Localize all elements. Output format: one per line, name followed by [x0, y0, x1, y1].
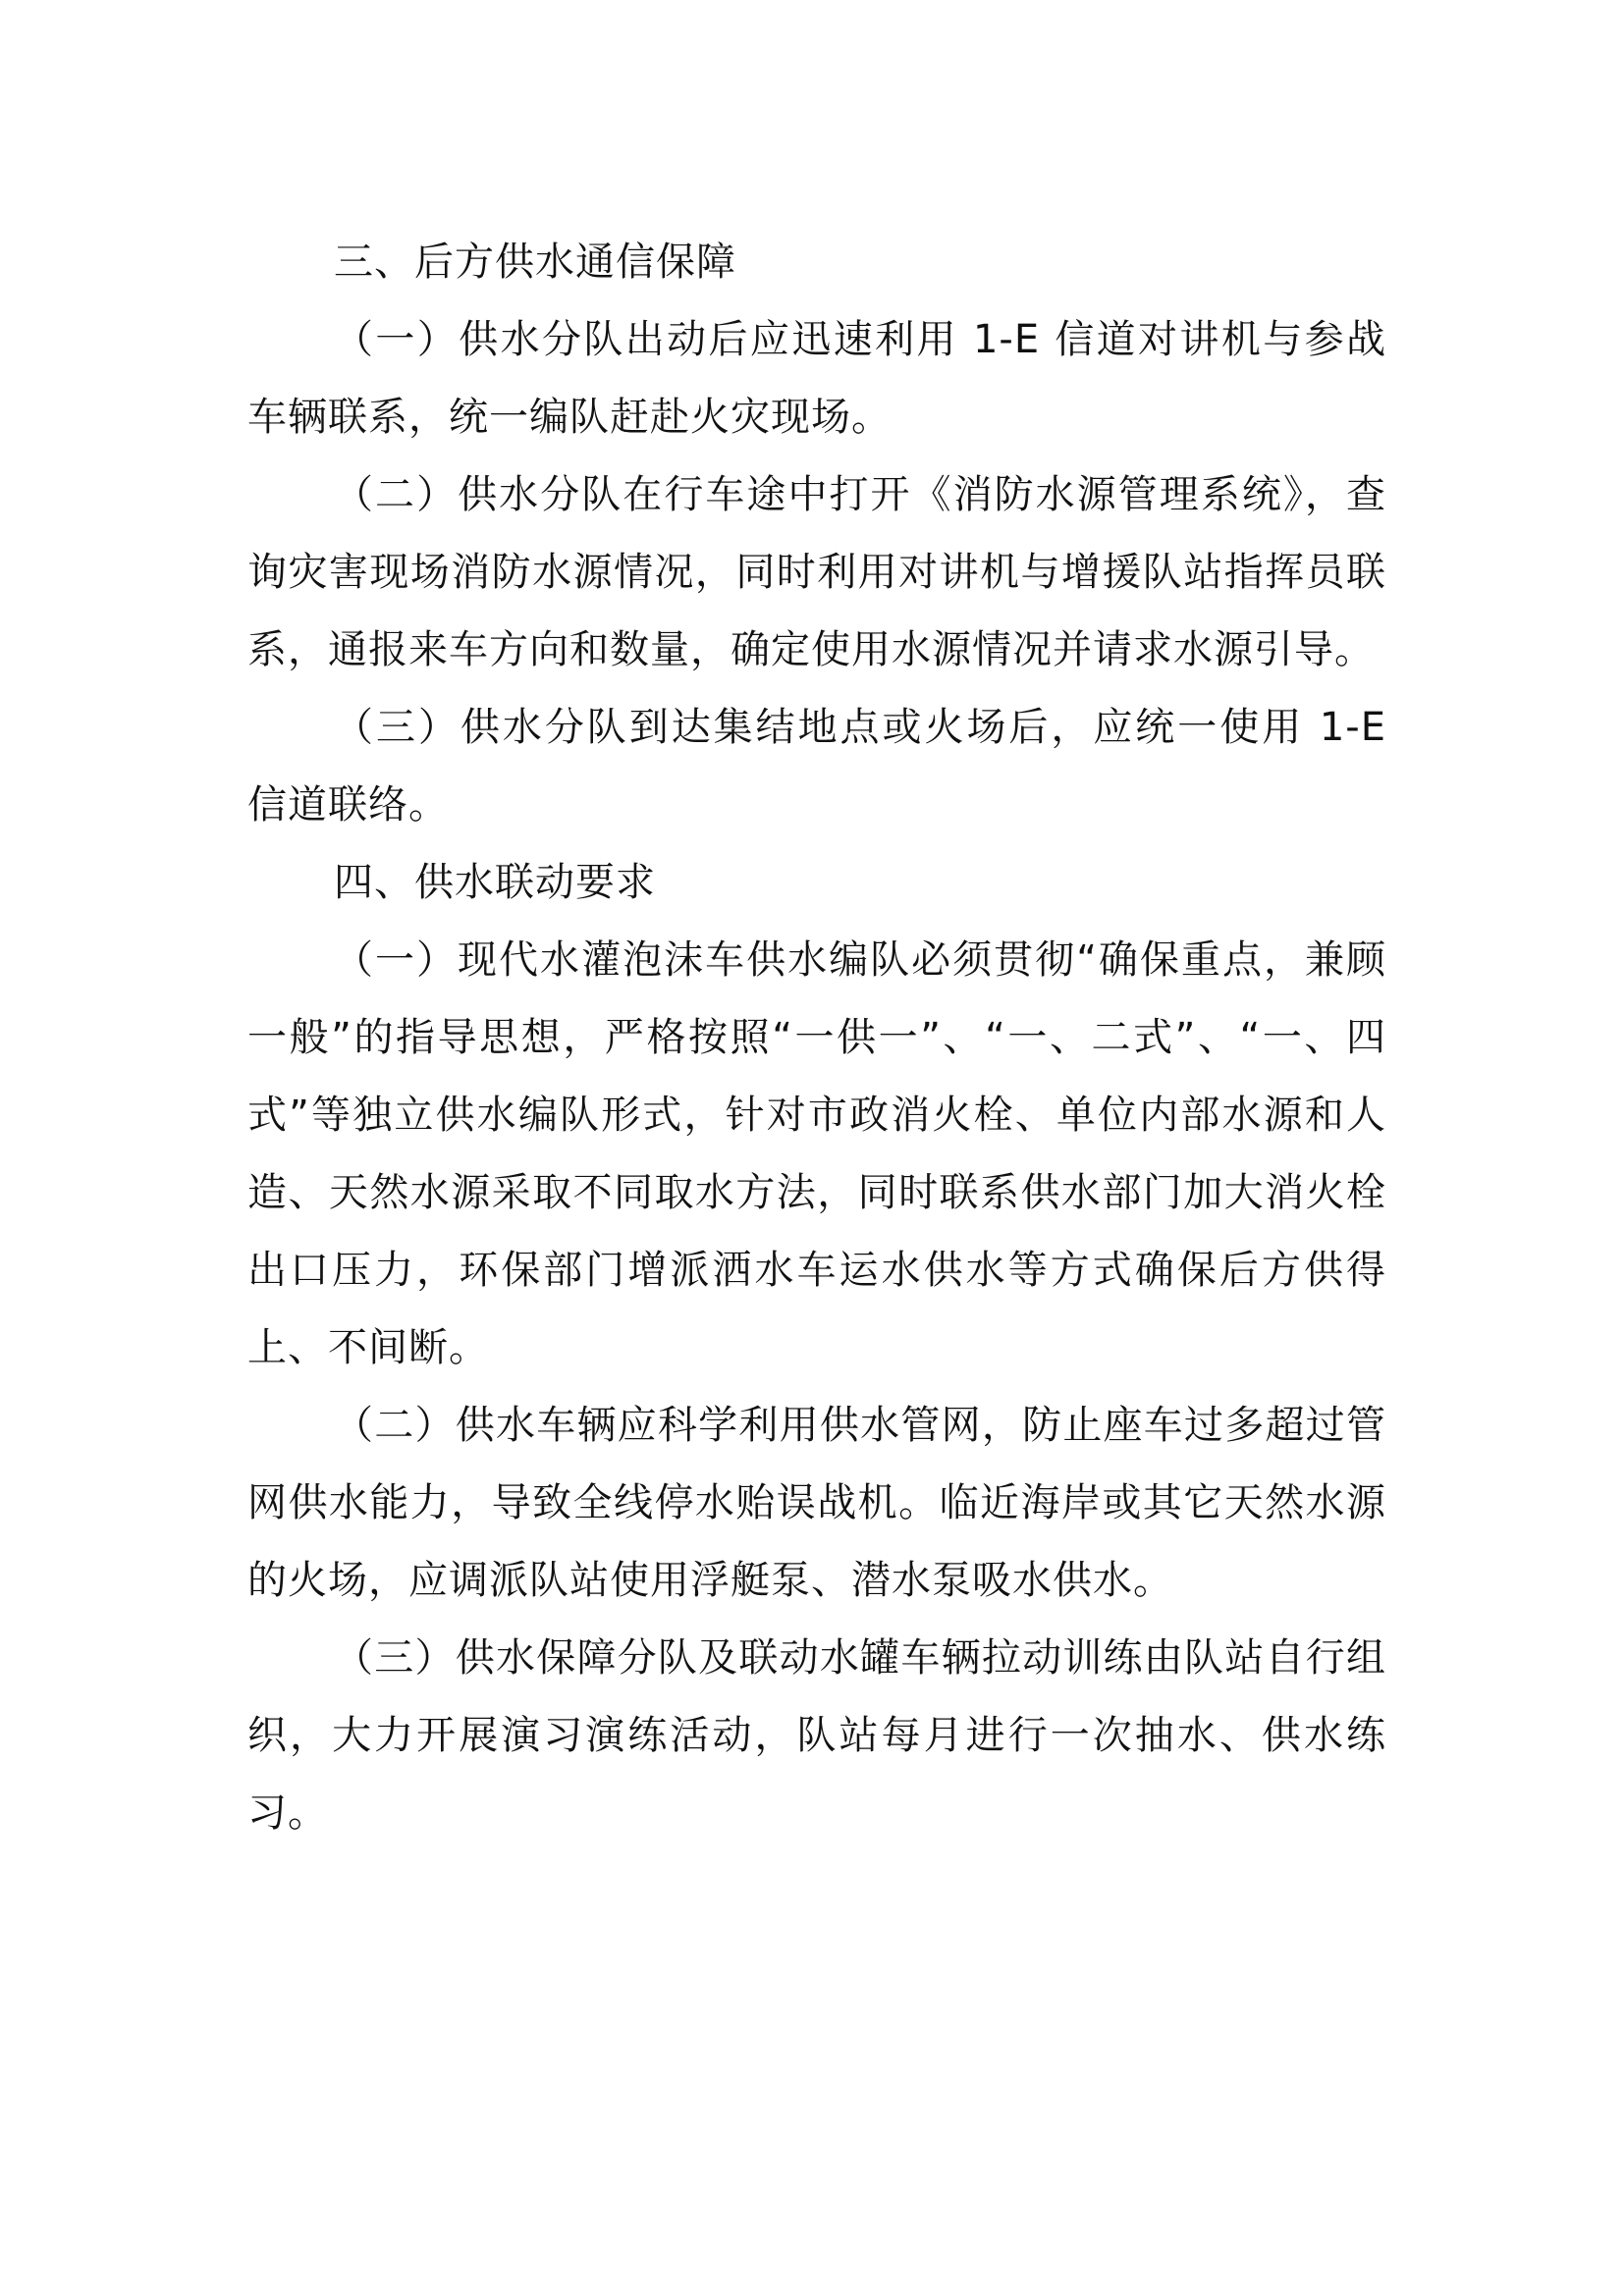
section-4-heading: 四、供水联动要求 — [334, 860, 656, 905]
section-3-heading: 三、后方供水通信保障 — [334, 240, 736, 285]
document-body — [247, 224, 1386, 1852]
section-3-item-1: （一）供水分队出动后应迅速利用 1-E 信道对讲机与参战车辆联系，统一编队赶赴火灾现场。 — [247, 317, 1386, 440]
section-4-item-2: （二）供水车辆应科学利用供水管网，防止座车过多超过管网供水能力，导致全线停水贻误战机。临近海岸或其它天然水源的火场，应调派队站使用浮艇泵、潜水泵吸水供水。 — [247, 1403, 1386, 1603]
section-4-item-3: （三）供水保障分队及联动水罐车辆拉动训练由队站自行组织，大力开展演习演练活动，队站每月进行一次抽水、供水练习。 — [247, 1635, 1386, 1836]
section-4-item-1: （一）现代水灌泡沫车供水编队必须贯彻“确保重点，兼顾一般”的指导思想，严格按照“一供一”、“一、二式”、“一、四式”等独立供水编队形式，针对市政消火栓、单位内部水源和人造、天然水源采取不同取水方法，同时联系供水部门加大消火栓出口压力，环保部门增派洒水车运水供水等方式确保后方供得上、不间断。 — [247, 937, 1386, 1370]
section-3-item-3: （三）供水分队到达集结地点或火场后，应统一使用 1-E 信道联络。 — [247, 705, 1386, 828]
section-3-item-2: （二）供水分队在行车途中打开《消防水源管理系统》，查询灾害现场消防水源情况，同时利用对讲机与增援队站指挥员联系，通报来车方向和数量，确定使用水源情况并请求水源引导。 — [247, 472, 1386, 672]
